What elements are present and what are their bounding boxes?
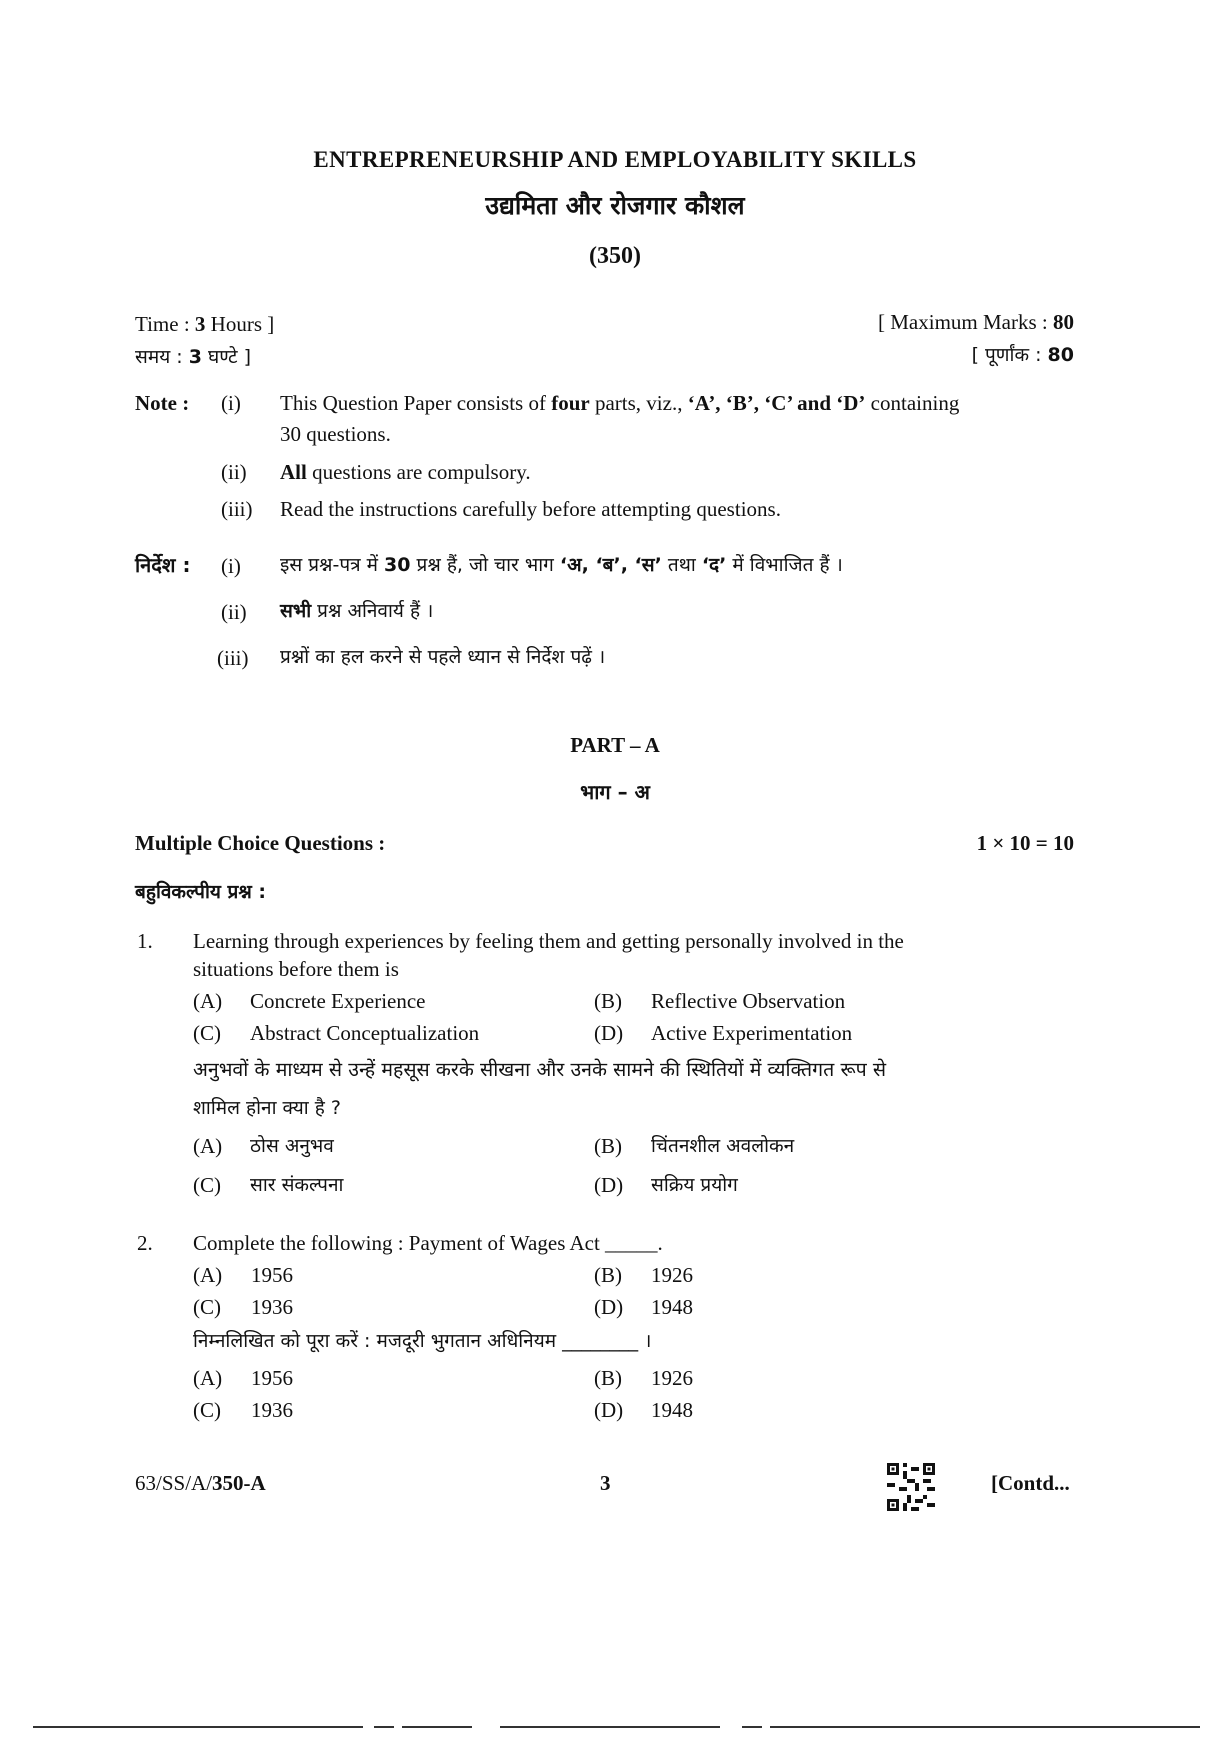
- time-line: Time : 3 Hours ]: [135, 312, 275, 336]
- note-hi-item-2: सभी प्रश्न अनिवार्य हैं ।: [280, 600, 434, 622]
- q1-option-d-key: (D): [594, 1021, 624, 1045]
- note-label-hindi: निर्देश :: [135, 553, 191, 577]
- question-2-text-hindi: निम्नलिखित को पूरा करें : मजदूरी भुगतान अधिनियम ________ ।: [193, 1330, 652, 1352]
- q2-hi-option-d-key: (D): [594, 1398, 624, 1422]
- scan-divider: [402, 1726, 472, 1728]
- scan-divider: [33, 1726, 363, 1728]
- q1-hi-option-d-key: (D): [594, 1173, 624, 1197]
- question-1-text-hindi: अनुभवों के माध्यम से उन्हें महसूस करके सीखना और उनके सामने की स्थितियों में व्यक्तिगत रूप से: [193, 1058, 887, 1081]
- note-item-1: This Question Paper consists of four parts, viz., ‘A’, ‘B’, ‘C’ and ‘D’ containing: [280, 391, 960, 415]
- note-item-3: Read the instructions carefully before attempting questions.: [280, 497, 781, 521]
- q1-hi-option-c-key: (C): [193, 1173, 221, 1197]
- question-1-text-cont: situations before them is: [193, 957, 399, 981]
- q1-option-b[interactable]: Reflective Observation: [651, 989, 846, 1013]
- q1-option-b-key: (B): [594, 989, 622, 1013]
- q1-option-d[interactable]: Active Experimentation: [651, 1021, 853, 1045]
- max-marks-line-hindi: [ पूर्णांक : 80: [971, 344, 1074, 366]
- q1-option-c[interactable]: Abstract Conceptualization: [250, 1021, 480, 1045]
- max-marks-line: [ Maximum Marks : 80: [878, 310, 1074, 334]
- section-label-hindi: बहुविकल्पीय प्रश्न :: [135, 881, 266, 903]
- q2-option-a[interactable]: 1956: [251, 1263, 293, 1287]
- note-item-3-num: (iii): [221, 497, 253, 521]
- part-title: PART – A: [570, 733, 660, 757]
- question-2-text: Complete the following : Payment of Wages Act _____.: [193, 1231, 663, 1255]
- q1-hi-option-b[interactable]: चिंतनशील अवलोकन: [651, 1135, 795, 1157]
- scan-divider: [770, 1726, 1200, 1728]
- q2-option-b[interactable]: 1926: [651, 1263, 693, 1287]
- q1-hi-option-a-key: (A): [193, 1134, 223, 1158]
- question-1-number: 1.: [137, 929, 153, 953]
- paper-title-hindi: उद्यमिता और रोजगार कौशल: [485, 191, 745, 220]
- note-hi-item-1-num: (i): [221, 554, 241, 578]
- question-1-text-hindi-cont: शामिल होना क्या है ?: [193, 1097, 341, 1119]
- q1-hi-option-a[interactable]: ठोस अनुभव: [250, 1135, 334, 1157]
- q1-hi-option-b-key: (B): [594, 1134, 622, 1158]
- q2-hi-option-b[interactable]: 1926: [651, 1366, 693, 1390]
- note-item-2-num: (ii): [221, 460, 247, 484]
- q2-option-c-key: (C): [193, 1295, 221, 1319]
- q2-option-d-key: (D): [594, 1295, 624, 1319]
- page-number: 3: [600, 1471, 611, 1495]
- q2-hi-option-d[interactable]: 1948: [651, 1398, 693, 1422]
- q2-hi-option-c[interactable]: 1936: [251, 1398, 293, 1422]
- q2-hi-option-a-key: (A): [193, 1366, 223, 1390]
- note-item-2: All questions are compulsory.: [280, 460, 531, 484]
- note-item-1-cont: 30 questions.: [280, 422, 391, 446]
- scan-divider: [374, 1726, 394, 1728]
- question-1-text: Learning through experiences by feeling them and getting personally involved in the: [193, 929, 904, 953]
- q2-hi-option-a[interactable]: 1956: [251, 1366, 293, 1390]
- q1-option-c-key: (C): [193, 1021, 221, 1045]
- q1-hi-option-d[interactable]: सक्रिय प्रयोग: [651, 1174, 738, 1196]
- q2-option-c[interactable]: 1936: [251, 1295, 293, 1319]
- scan-divider: [742, 1726, 762, 1728]
- q1-option-a-key: (A): [193, 989, 223, 1013]
- q1-hi-option-c[interactable]: सार संकल्पना: [250, 1174, 344, 1196]
- q2-hi-option-c-key: (C): [193, 1398, 221, 1422]
- note-hi-item-3-num: (iii): [217, 646, 249, 670]
- q2-hi-option-b-key: (B): [594, 1366, 622, 1390]
- note-item-1-num: (i): [221, 391, 241, 415]
- section-marks: 1 × 10 = 10: [976, 831, 1074, 855]
- note-hi-item-1: इस प्रश्न-पत्र में 30 प्रश्न हैं, जो चार भाग ‘अ, ‘ब’, ‘स’ तथा ‘द’ में विभाजित हैं ।: [280, 554, 843, 576]
- time-line-hindi: समय : 3 घण्टे ]: [135, 346, 252, 368]
- part-title-hindi: भाग – अ: [580, 780, 650, 804]
- footer-paper-code: 63/SS/A/350-A: [135, 1471, 266, 1495]
- q1-option-a[interactable]: Concrete Experience: [250, 989, 426, 1013]
- q2-option-a-key: (A): [193, 1263, 223, 1287]
- section-label: Multiple Choice Questions :: [135, 831, 386, 855]
- q2-option-d[interactable]: 1948: [651, 1295, 693, 1319]
- continued-marker: [Contd...: [991, 1471, 1070, 1495]
- question-2-number: 2.: [137, 1231, 153, 1255]
- note-hi-item-2-num: (ii): [221, 600, 247, 624]
- qr-code-icon: [887, 1463, 935, 1511]
- q2-option-b-key: (B): [594, 1263, 622, 1287]
- note-label: Note :: [135, 391, 190, 415]
- paper-title: ENTREPRENEURSHIP AND EMPLOYABILITY SKILLS: [313, 147, 917, 172]
- scan-divider: [500, 1726, 720, 1728]
- note-hi-item-3: प्रश्नों का हल करने से पहले ध्यान से निर्देश पढ़ें ।: [280, 646, 606, 668]
- paper-code: (350): [589, 243, 641, 269]
